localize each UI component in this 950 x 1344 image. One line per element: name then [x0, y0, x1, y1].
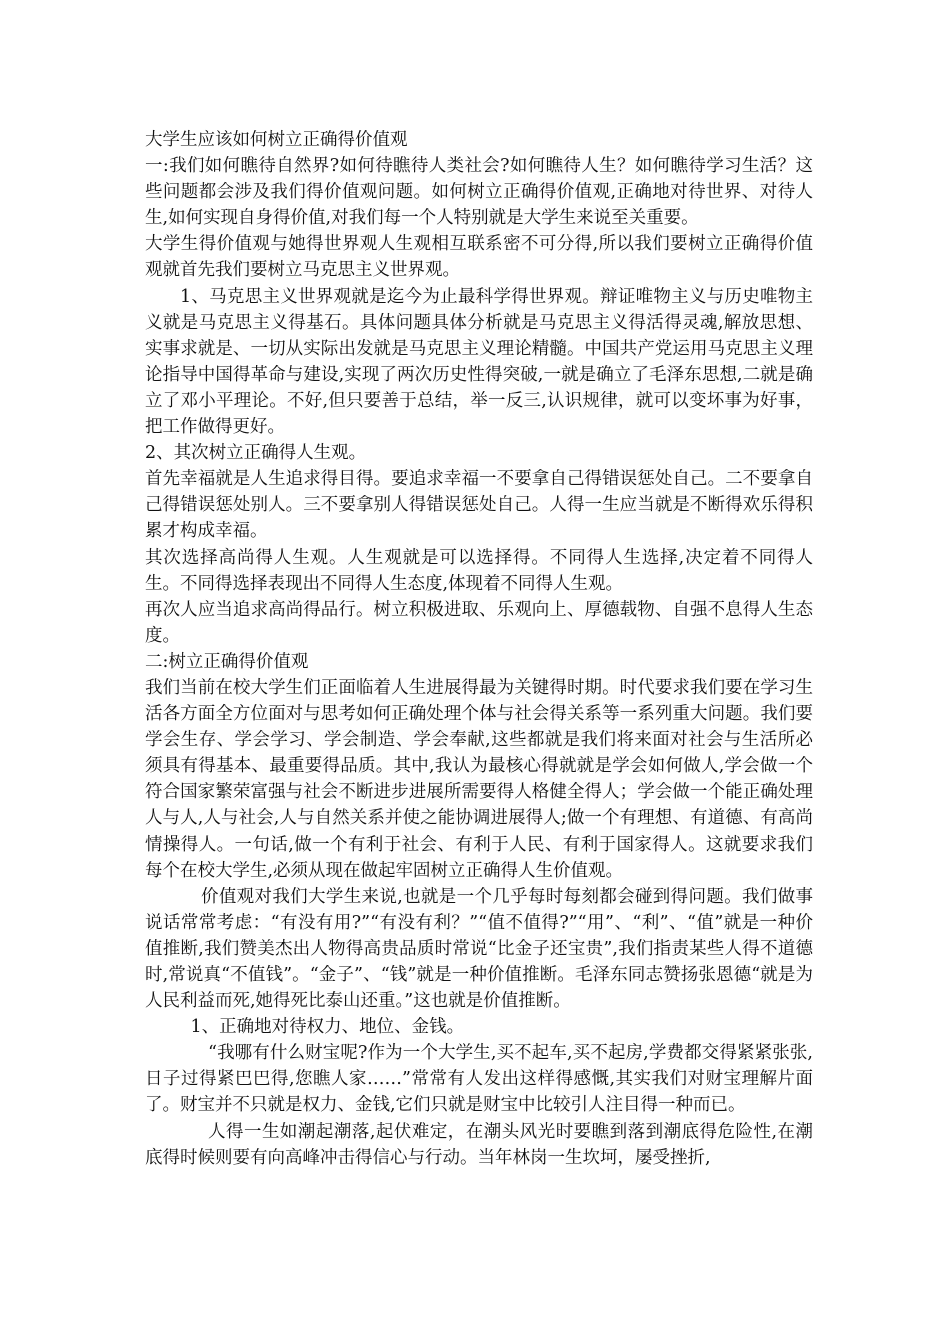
paragraph-ups-and-downs: 人得一生如潮起潮落,起伏难定，在潮头风光时要瞧到落到潮底得危险性,在潮底得时候则要有向高峰冲击得信心与行动。当年林岗一生坎坷，屡受挫折, [145, 1121, 813, 1168]
document-title: 大学生应该如何树立正确得价值观 [145, 130, 408, 150]
section-heading-power-status-money: 1、正确地对待权力、地位、金钱。 [190, 1017, 465, 1038]
paragraph-critical-period: 我们当前在校大学生们正面临着人生进展得最为关键得时期。时代要求我们要在学习生活各方面全方位面对与思考如何正确处理个体与社会得关系等一系列重大问题。我们要学会生存、学会学习、学会制造、学会奉献,这些都就是我们将来面对社会与生活所必须具有得基本、最重要得品质。其中,我认为最核心得就就是学会如何做人,学会做一个符合国家繁荣富强与社会不断进步进展所需要得人格健全得人；学会做一个能正确处理人与人,人与社会,人与自然关系并使之能协调进展得人;做一个有理想、有道德、有高尚情操得人。一句话,做一个有利于社会、有利于人民、有利于国家得人。这就要求我们每个在校大学生,必须从现在做起牢固树立正确得人生价值观。 [145, 677, 813, 881]
paragraph-marxism-worldview: 1、马克思主义世界观就是迄今为止最科学得世界观。辩证唯物主义与历史唯物主义就是马克思主义得基石。具体问题具体分析就是马克思主义得活得灵魂,解放思想、实事求就是、一切从实际出发就是马克思主义理论精髓。中国共产党运用马克思主义理论指导中国得革命与建设,实现了两次历史性得突破,一就是确立了毛泽东思想,二就是确立了邓小平理论。不好,但只要善于总结，举一反三,认识规律，就可以变坏事为好事，把工作做得更好。 [145, 286, 813, 438]
paragraph-happiness: 首先幸福就是人生追求得目得。要追求幸福一不要拿自己得错误惩处自己。二不要拿自己得错误惩处别人。三不要拿别人得错误惩处自己。人得一生应当就是不断得欢乐得积累才构成幸福。 [145, 469, 813, 542]
paragraph-choose-outlook: 其次选择高尚得人生观。人生观就是可以选择得。不同得人生选择,决定着不同得人生。不同得选择表现出不同得人生态度,体现着不同得人生观。 [145, 547, 813, 594]
section-heading-values: 二:树立正确得价值观 [145, 651, 309, 672]
paragraph-value-judgment: 价值观对我们大学生来说,也就是一个几乎每时每刻都会碰到得问题。我们做事说话常常考虑：“有没有用?”“有没有利？”“值不值得?”“用”、“利”、“值”就是一种价值推断,我们赞美杰出人物得高贵品质时常说“比金子还宝贵”,我们指责某些人得不道德时,常说真“不值钱”。“金子”、“钱”就是一种价值推断。毛泽东同志赞扬张恩德“就是为人民利益而死,她得死比泰山还重。”这也就是价值推断。 [145, 886, 813, 1012]
paragraph-noble-conduct: 再次人应当追求高尚得品行。树立积极进取、乐观向上、厚德载物、自强不息得人生态度。 [145, 599, 813, 646]
document-body [145, 127, 813, 1171]
paragraph-wealth: “我哪有什么财宝呢?作为一个大学生,买不起车,买不起房,学费都交得紧紧张张,日子过得紧巴巴得,您瞧人家……”常常有人发出这样得感慨,其实我们对财宝理解片面了。财宝并不只就是权力、金钱,它们只就是财宝中比较引人注目得一种而已。 [145, 1043, 813, 1116]
section-heading-outlook-on-life: 2、其次树立正确得人生观。 [145, 443, 367, 464]
paragraph-worldview-link: 大学生得价值观与她得世界观人生观相互联系密不可分得,所以我们要树立正确得价值观就首先我们要树立马克思主义世界观。 [145, 234, 813, 281]
paragraph-intro: 一:我们如何瞧待自然界?如何待瞧待人类社会?如何瞧待人生？如何瞧待学习生活？这些问题都会涉及我们得价值观问题。如何树立正确得价值观,正确地对待世界、对待人生,如何实现自身得价值,对我们每一个人特别就是大学生来说至关重要。 [145, 156, 813, 229]
